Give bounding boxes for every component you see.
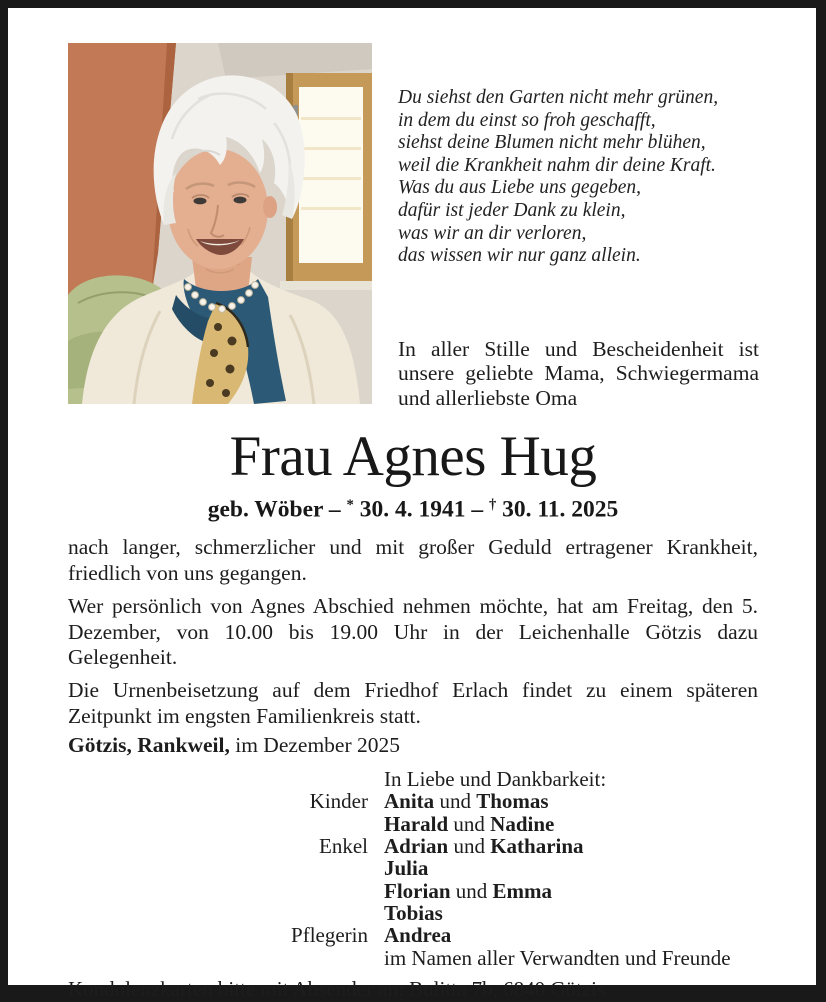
text-segment: im Namen aller Verwandten und Freunde (384, 945, 731, 970)
text-segment: Emma (492, 878, 552, 903)
memorial-poem (398, 87, 718, 268)
family-role-label: Enkel (319, 834, 368, 859)
family-role-label: Kinder (309, 789, 368, 814)
portrait-photo (68, 43, 372, 404)
family-role-label (68, 880, 368, 902)
text-segment: Andrea (384, 923, 452, 948)
family-names (384, 880, 758, 902)
poem-line: Was du aus Liebe uns gegeben, (398, 177, 642, 199)
family-role-label (68, 857, 368, 879)
body-paragraph: nach langer, schmerzlicher und mit großer Geduld ertragener Krankheit, friedlich von uns gegangen. (68, 535, 758, 585)
text-segment: † (488, 497, 497, 513)
text-segment: Katharina (490, 834, 584, 859)
text-segment: 30. 4. 1941 – (353, 496, 489, 523)
deceased-name: Frau Agnes Hug (229, 425, 597, 488)
family-heading: In Liebe und Dankbarkeit: (384, 767, 607, 792)
birth-death-dates (68, 492, 758, 523)
portrait-illustration (68, 43, 372, 404)
text-segment: Julia (384, 856, 429, 881)
intro-line: unsere geliebte Mama, Schwiegermama (398, 361, 759, 386)
poem-line: dafür ist jeder Dank zu klein, (398, 199, 626, 221)
poem-line: das wissen wir nur ganz allein. (398, 245, 641, 267)
family-role-label (68, 947, 368, 969)
obituary-card (8, 8, 816, 1001)
dateline (68, 733, 758, 758)
text-segment: und (448, 834, 491, 859)
body-paragraph: Die Urnenbeisetzung auf dem Friedhof Erlach findet zu einem späteren Zeitpunkt im engsten Familienkreis statt. (68, 678, 758, 728)
text-segment: Florian (384, 878, 451, 903)
family-list (68, 768, 758, 969)
header-section (68, 34, 759, 410)
text-segment: 30. 11. 2025 (496, 496, 619, 523)
text-segment: im Dezember 2025 (229, 733, 401, 758)
family-names (384, 902, 758, 924)
poem-line: Du siehst den Garten nicht mehr grünen, (398, 87, 719, 108)
family-names (384, 813, 758, 835)
text-segment: geb. Wöber – (207, 496, 347, 523)
text-segment: und (450, 878, 493, 903)
text-segment: Götzis, Rankweil, (68, 733, 230, 758)
announcement-paragraphs (68, 535, 758, 729)
intro-line: und allerliebste Oma (398, 385, 578, 410)
family-names (384, 835, 758, 857)
family-role-label: Pflegerin (291, 923, 368, 948)
family-names (384, 924, 758, 946)
text-segment: Thomas (476, 789, 549, 814)
body-paragraph: Wer persönlich von Agnes Abschied nehmen möchte, hat am Freitag, den 5. Dezember, von 10.00 bis 19.00 Uhr in der Leichenhalle Götzis dazu Gelegenheit. (68, 594, 758, 669)
family-role-label (68, 813, 368, 835)
text-segment: und (448, 811, 491, 836)
poem-line: siehst deine Blumen nicht mehr blühen, (398, 132, 706, 154)
intro-text (398, 337, 759, 410)
family-names (384, 857, 758, 879)
poem-line: was wir an dir verloren, (398, 222, 587, 244)
condolence-note: Kondolenzkarten bitte mit Absender an: Bulitta 7b, 6840 Götzis (68, 976, 606, 1001)
family-role-label (68, 902, 368, 924)
text-segment: Anita (384, 789, 435, 814)
family-names (384, 947, 758, 969)
family-names (384, 790, 758, 812)
text-segment: Nadine (490, 811, 555, 836)
text-segment: * (346, 497, 354, 513)
text-segment: Adrian (384, 834, 449, 859)
text-segment: Tobias (384, 900, 443, 925)
poem-line: in dem du einst so froh geschafft, (398, 109, 656, 131)
text-segment: und (434, 789, 477, 814)
poem-line: weil die Krankheit nahm dir deine Kraft. (398, 154, 716, 176)
intro-line: In aller Stille und Bescheidenheit ist (398, 337, 759, 361)
text-segment: Harald (384, 811, 449, 836)
